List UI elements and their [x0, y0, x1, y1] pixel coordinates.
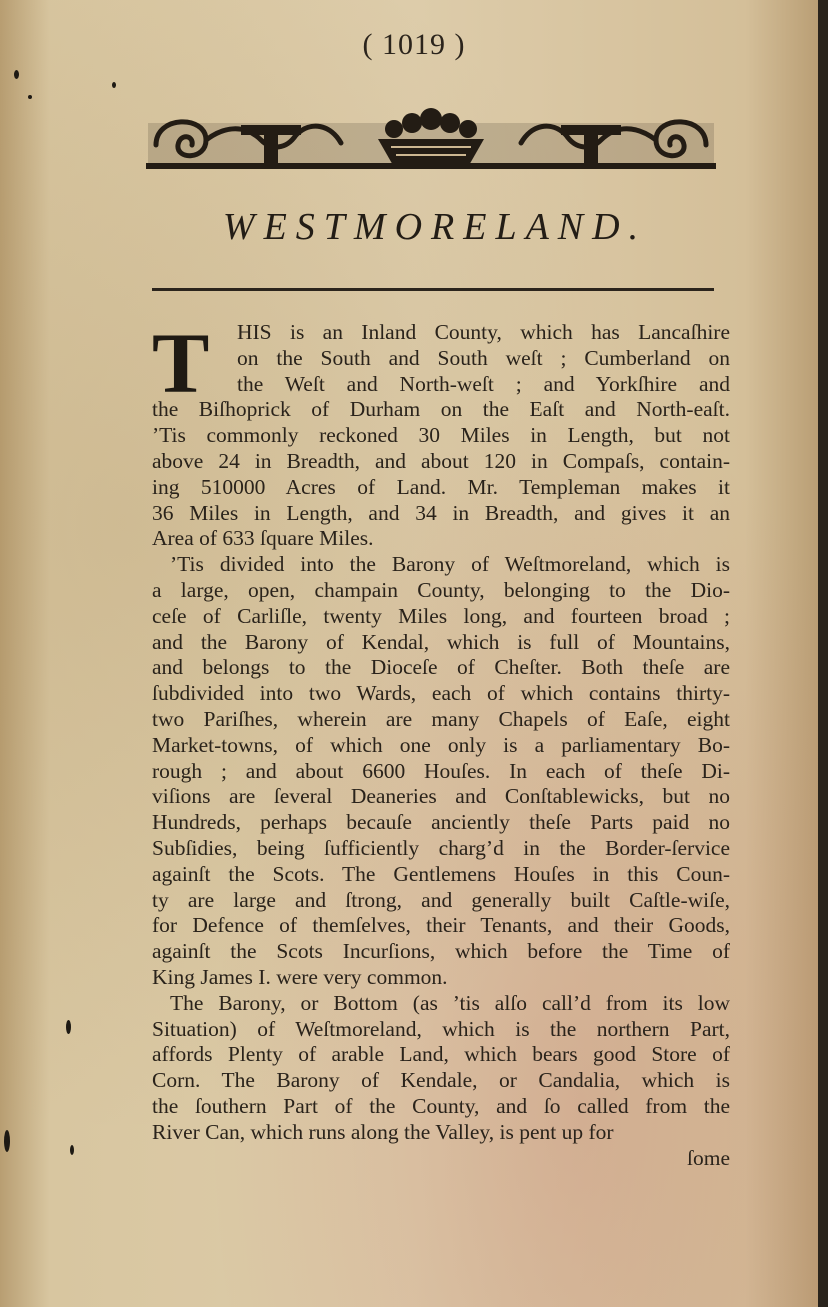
text-line: a large, open, champain County, belonging to the Dio- — [152, 577, 730, 602]
text-line: ceſe of Carliſle, twenty Miles long, and fourteen broad ; — [152, 603, 730, 628]
drop-cap: T — [152, 315, 210, 411]
text-line: Situation) of Weſtmoreland, which is the northern Part, — [152, 1016, 730, 1041]
text-line: Market-towns, of which one only is a parliamentary Bo- — [152, 732, 730, 757]
ink-speck — [70, 1145, 74, 1155]
text-line: Area of 633 ſquare Miles. — [152, 526, 374, 551]
text-line: ſubdivided into two Wards, each of which contains thirty- — [152, 681, 730, 706]
text-line: The Barony, or Bottom (as ’tis alſo call’d from its low — [170, 990, 730, 1015]
text-line: ing 510000 Acres of Land. Mr. Templeman makes it — [152, 474, 730, 499]
text-line: ’Tis commonly reckoned 30 Miles in Length, but not — [152, 423, 730, 448]
text-line: two Pariſhes, wherein are many Chapels of Eaſe, eight — [152, 706, 730, 731]
catchword: ſome — [687, 1145, 730, 1170]
text-line: the Weſt and North-weſt ; and Yorkſhire and — [237, 371, 730, 396]
paragraph-3 — [152, 991, 730, 1146]
text-line: and the Barony of Kendal, which is full of Mountains, — [152, 629, 730, 654]
text-line: viſions are ſeveral Deaneries and Conſtablewicks, but no — [152, 784, 730, 809]
paragraph-1 — [152, 315, 730, 552]
text-line: and belongs to the Dioceſe of Cheſter. Both theſe are — [152, 655, 730, 680]
text-line: River Can, which runs along the Valley, is pent up for — [152, 1119, 614, 1144]
text-line: ty are large and ſtrong, and generally built Caſtle-wiſe, — [152, 887, 730, 912]
text-line: ’Tis divided into the Barony of Weſtmoreland, which is — [170, 552, 730, 577]
text-line: on the South and South weſt ; Cumberland on — [237, 345, 730, 370]
text-line: above 24 in Breadth, and about 120 in Compaſs, contain- — [152, 448, 730, 473]
text-line: King James I. were very common. — [152, 964, 448, 989]
ink-speck — [28, 95, 32, 99]
text-line: HIS is an Inland County, which has Lancaſhire — [237, 320, 730, 344]
text-line: Corn. The Barony of Kendale, or Candalia, which is — [152, 1068, 730, 1093]
text-line: the Biſhoprick of Durham on the Eaſt and North-eaſt. — [152, 397, 730, 422]
page-number: ( 1019 ) — [362, 28, 466, 61]
text-line: for Defence of themſelves, their Tenants, and their Goods, — [152, 913, 730, 938]
text-line: the ſouthern Part of the County, and ſo called from the — [152, 1093, 730, 1118]
paragraph-2 — [152, 552, 730, 991]
text-line: rough ; and about 6600 Houſes. In each of theſe Di- — [152, 758, 730, 783]
text-line: affords Plenty of arable Land, which bears good Store of — [152, 1042, 730, 1067]
page-title: WESTMORELAND. — [222, 206, 648, 248]
floral-headpiece-ornament-icon — [146, 105, 716, 173]
ink-speck — [14, 70, 19, 79]
page-edge-shadow — [818, 0, 828, 1307]
ink-speck — [4, 1130, 10, 1152]
text-line: againſt the Scots. The Gentlemens Houſes in this Coun- — [152, 861, 730, 886]
text-line: Subſidies, being ſufficiently charg’d in the Border-ſervice — [152, 835, 730, 860]
ink-speck — [66, 1020, 71, 1034]
title-rule — [152, 288, 714, 291]
text-line: Hundreds, perhaps becauſe anciently theſe Parts paid no — [152, 810, 730, 835]
body-text — [152, 315, 730, 1171]
text-line: 36 Miles in Length, and 34 in Breadth, and gives it an — [152, 500, 730, 525]
ink-speck — [112, 82, 116, 88]
text-line: againſt the Scots Incurſions, which before the Time of — [152, 939, 730, 964]
